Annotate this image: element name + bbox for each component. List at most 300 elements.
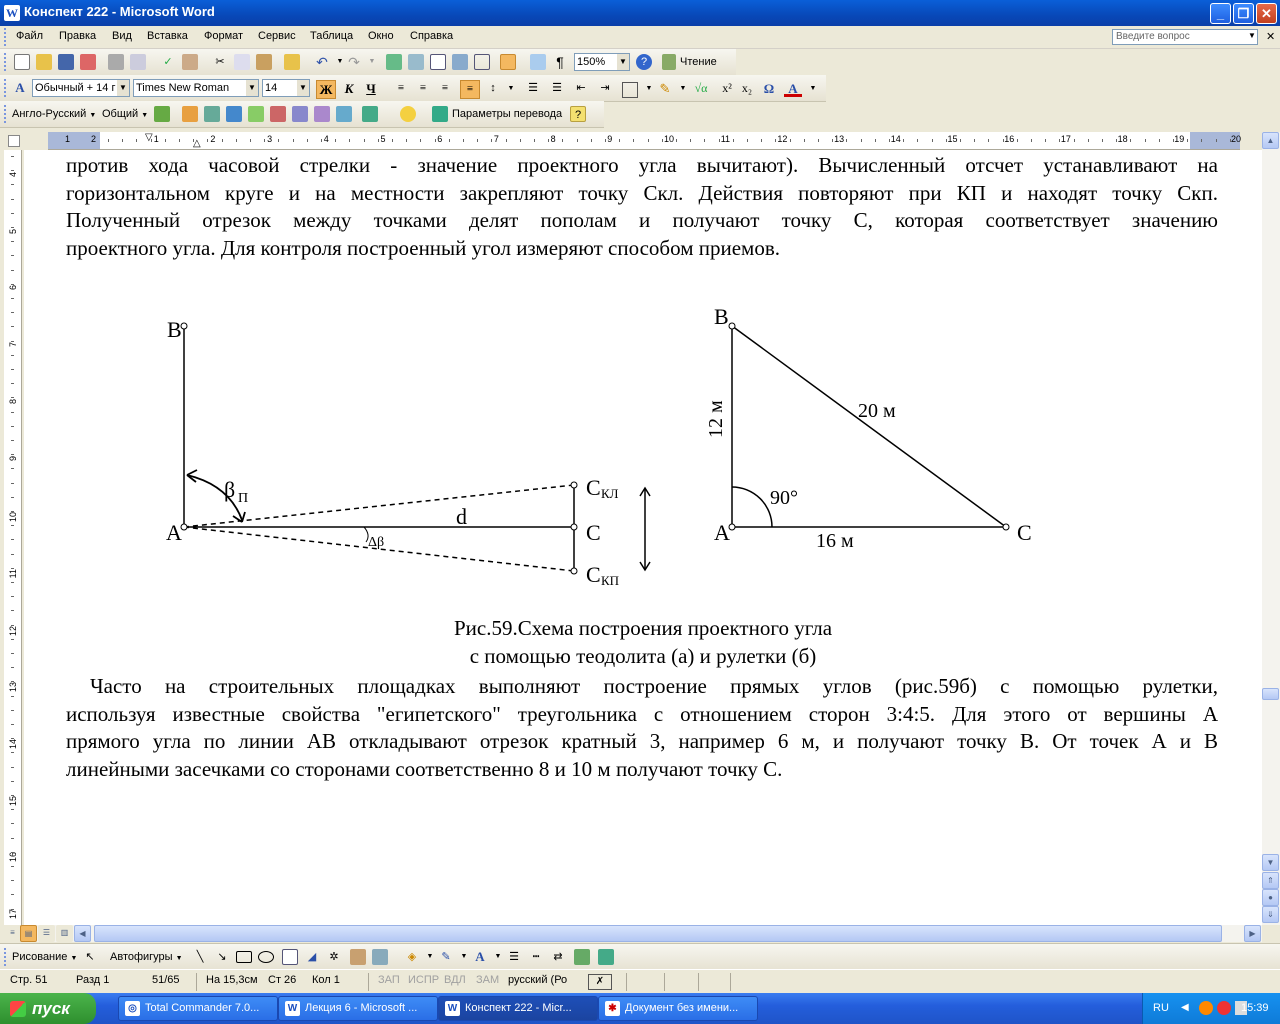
ruler-tick	[122, 139, 123, 142]
label-dbeta: Δβ	[368, 535, 385, 550]
spelling-status-icon[interactable]: ✗	[588, 974, 612, 990]
increase-indent-icon[interactable]: ⇥	[600, 82, 610, 94]
paste-icon[interactable]	[256, 54, 272, 70]
ruler-tick	[11, 454, 14, 455]
previous-page-icon[interactable]: ⇑	[1262, 872, 1279, 889]
align-right-icon[interactable]: ≡	[441, 82, 449, 94]
status-pages[interactable]: 51/65	[152, 974, 180, 986]
ruler-tick	[988, 139, 989, 142]
ruler-tick	[11, 383, 14, 384]
redo-icon[interactable]: ↷	[348, 54, 360, 70]
ruler-tick	[1130, 139, 1131, 142]
clipart-icon[interactable]	[350, 949, 366, 965]
first-line-indent-marker[interactable]: ▽	[145, 132, 153, 143]
status-track-changes[interactable]: ИСПР	[408, 974, 440, 986]
label-side-AC: 16 м	[816, 530, 854, 552]
line-spacing-dropdown-icon[interactable]: ▼	[507, 84, 515, 92]
font-combo[interactable]	[133, 79, 259, 97]
tables-borders-icon[interactable]	[408, 54, 424, 70]
tab-selector[interactable]	[8, 135, 20, 147]
ruler-tick	[364, 139, 365, 142]
menu-help[interactable]: Справка	[410, 30, 454, 42]
word-icon: W	[285, 1001, 300, 1016]
highlight-icon[interactable]: ✎	[659, 81, 671, 96]
ruler-number: 12	[8, 625, 18, 636]
font-color-icon[interactable]: A	[784, 80, 802, 97]
status-extend[interactable]: ВДЛ	[444, 974, 466, 986]
bold-button[interactable]: Ж	[316, 80, 336, 99]
text-line: проектного угла. Для контроля построенный угол измеряют способом приемов.	[66, 235, 781, 260]
shadow-style-icon[interactable]	[574, 949, 590, 965]
menu-view[interactable]: Вид	[112, 30, 132, 42]
style-combo[interactable]	[32, 79, 130, 97]
ruler-tick	[1201, 139, 1202, 142]
ruler-tick	[11, 213, 14, 214]
redo-dropdown-icon[interactable]: ▼	[368, 58, 376, 65]
menu-tools[interactable]: Сервис	[258, 30, 296, 42]
ruler-tick	[11, 681, 14, 682]
print-icon[interactable]	[108, 54, 124, 70]
ruler-number: 4	[8, 172, 18, 178]
ruler-tick	[520, 139, 521, 142]
horizontal-scrollbar[interactable]	[10, 925, 1262, 942]
ruler-tick	[1216, 139, 1217, 142]
status-divider	[368, 973, 369, 991]
ruler-tick	[11, 483, 14, 484]
diagram-icon[interactable]: ✲	[329, 951, 339, 963]
drawing-font-color-icon[interactable]: A	[475, 949, 485, 964]
vertical-ruler[interactable]	[4, 150, 22, 925]
translate-options-icon[interactable]	[292, 106, 308, 122]
font-color-dropdown-icon[interactable]: ▼	[809, 84, 817, 92]
ruler-tick	[11, 298, 14, 299]
status-record[interactable]: ЗАП	[378, 974, 400, 986]
hyperlink-icon[interactable]	[386, 54, 402, 70]
ruler-tick	[591, 139, 592, 142]
point-b-A	[729, 524, 735, 530]
toolbar-grip[interactable]	[4, 79, 9, 97]
translate-mode-value: Общий	[102, 108, 139, 120]
minimize-button[interactable]: _	[1210, 3, 1231, 24]
zoom-value: 150%	[577, 56, 606, 68]
ruler-tick	[11, 852, 14, 853]
status-column[interactable]: Кол 1	[312, 974, 340, 986]
numbering-icon[interactable]: ☰	[528, 82, 538, 94]
vertical-scrollbar[interactable]	[1262, 132, 1280, 925]
underline-button[interactable]: Ч	[366, 81, 376, 96]
ruler-number: 15	[947, 134, 958, 144]
menu-table[interactable]: Таблица	[310, 30, 354, 42]
ruler-number: 5	[8, 228, 18, 234]
save-icon[interactable]	[58, 54, 74, 70]
font-dropdown-icon[interactable]: ▼	[246, 80, 258, 96]
ruler-tick	[1031, 139, 1032, 142]
ruler-tick	[846, 139, 847, 142]
figure-svg[interactable]	[24, 150, 1262, 630]
ruler-tick	[1088, 139, 1089, 142]
menu-grip[interactable]	[4, 28, 9, 46]
label-d: d	[456, 504, 467, 529]
rectangle-icon[interactable]	[236, 951, 252, 963]
spelling-icon[interactable]: ✓	[163, 56, 173, 68]
browse-object-icon[interactable]: ●	[1262, 889, 1279, 906]
ruler-tick	[11, 653, 14, 654]
ruler-number: 18	[1117, 134, 1128, 144]
right-angle-arc	[732, 487, 772, 527]
ruler-tick	[11, 696, 14, 697]
ruler-tick	[11, 738, 14, 739]
ruler-tick	[11, 752, 14, 753]
scroll-up-icon[interactable]: ▲	[1262, 132, 1279, 149]
status-language[interactable]: русский (Ро	[508, 974, 568, 986]
ruler-tick	[605, 139, 606, 142]
reading-view-icon[interactable]: ▥	[56, 925, 73, 942]
point-C	[571, 524, 577, 530]
close-document-button[interactable]: ✕	[1266, 31, 1276, 43]
autoshapes-label: Автофигуры	[110, 951, 173, 963]
ruler-tick	[1045, 139, 1046, 142]
align-center-icon[interactable]: ≡	[419, 82, 427, 94]
decrease-indent-icon[interactable]: ⇤	[576, 82, 586, 94]
translate-check-icon[interactable]	[248, 106, 264, 122]
scroll-thumb[interactable]	[1262, 688, 1279, 700]
toolbar-grip[interactable]	[4, 948, 9, 966]
ruler-tick	[690, 139, 691, 142]
font-size-dropdown-icon[interactable]: ▼	[297, 80, 309, 96]
text-line: линейными засечками со сторонами соответственно 8 и 10 м получают точку С.	[66, 756, 783, 781]
ruler-tick	[775, 139, 776, 142]
translate-help-icon[interactable]: ?	[570, 106, 586, 122]
ruler-tick	[11, 866, 14, 867]
autoshapes-menu[interactable]	[110, 951, 183, 963]
status-line[interactable]: Ст 26	[268, 974, 297, 986]
ruler-tick	[321, 139, 322, 142]
textbox-icon[interactable]	[282, 949, 298, 965]
status-page[interactable]: Стр. 51	[10, 974, 48, 986]
ruler-number: 6	[437, 134, 443, 144]
ruler-number: 9	[607, 134, 613, 144]
task-label: Total Commander 7.0...	[145, 1002, 260, 1014]
status-bar	[0, 969, 1280, 994]
italic-button[interactable]: К	[344, 81, 354, 96]
ruler-number: 19	[1174, 134, 1185, 144]
ruler-tick	[648, 139, 649, 142]
ruler-number: 10	[664, 134, 675, 144]
ruler-number: 20	[1231, 134, 1242, 144]
ruler-tick	[463, 139, 464, 142]
label-b-B: В	[714, 304, 729, 329]
ruler-tick	[562, 139, 563, 142]
arrow-icon[interactable]: ↘	[217, 951, 227, 963]
new-document-icon[interactable]	[14, 54, 30, 70]
scroll-down-icon[interactable]: ▼	[1262, 854, 1279, 871]
ruler-tick	[11, 184, 14, 185]
ruler-tick	[11, 838, 14, 839]
ruler-tick	[236, 139, 237, 142]
clock[interactable]: 15:39	[1241, 1002, 1269, 1014]
line-icon[interactable]: ╲	[196, 951, 204, 963]
print-preview-icon[interactable]	[130, 54, 146, 70]
ruler-tick	[1017, 139, 1018, 142]
columns-icon[interactable]	[474, 54, 490, 70]
equation-icon[interactable]: √α	[694, 81, 708, 95]
ruler-tick	[406, 139, 407, 142]
label-a-B: В	[167, 317, 182, 342]
highlight-dropdown-icon[interactable]: ▼	[679, 84, 687, 92]
translate-selection-icon[interactable]	[182, 106, 198, 122]
ruler-tick	[719, 139, 720, 142]
translate-auto-icon[interactable]	[336, 106, 352, 122]
status-divider	[698, 973, 699, 991]
status-overtype[interactable]: ЗАМ	[476, 974, 500, 986]
font-size-combo[interactable]	[262, 79, 310, 97]
document-map-icon[interactable]	[530, 54, 546, 70]
menu-edit[interactable]: Правка	[59, 30, 97, 42]
ruler-tick	[11, 397, 14, 398]
arrow-style-icon[interactable]: ⇄	[553, 951, 563, 963]
wordart-icon[interactable]: ◢	[307, 951, 317, 963]
translate-params-button[interactable]: Параметры перевода	[452, 108, 563, 120]
insert-picture-icon[interactable]	[372, 949, 388, 965]
text-line: прямого угла по линии АВ откладывают отрезок кратный 3, например 6 м, и получают точку В. От точек А и В	[66, 729, 1218, 753]
ruler-tick	[932, 139, 933, 142]
drawing-menu-label: Рисование	[12, 951, 68, 963]
ruler-tick	[818, 139, 819, 142]
label-b-C: С	[1017, 520, 1032, 545]
hanging-indent-marker[interactable]: △	[193, 138, 201, 149]
undo-dropdown-icon[interactable]: ▼	[336, 58, 344, 65]
undo-icon[interactable]: ↶	[316, 54, 328, 70]
select-objects-icon[interactable]: ↖	[85, 951, 95, 963]
bullets-icon[interactable]: ☰	[552, 82, 562, 94]
line-color-dropdown-icon[interactable]: ▼	[460, 953, 468, 960]
task-total-commander[interactable]	[118, 996, 278, 1021]
point-Ckl	[571, 482, 577, 488]
document-icon: ✱	[605, 1001, 620, 1016]
total-commander-icon: ◎	[125, 1001, 140, 1016]
chevron-down-icon: ▼	[70, 955, 78, 962]
ruler-tick	[11, 781, 14, 782]
ruler-number: 3	[267, 134, 273, 144]
styles-pane-icon[interactable]: A	[15, 80, 25, 95]
translate-language-value: Англо-Русский	[12, 108, 87, 120]
ruler-number: 14	[8, 739, 18, 750]
outline-view-icon[interactable]: ☰	[38, 925, 55, 942]
ruler-tick	[491, 139, 492, 142]
ruler-tick	[264, 139, 265, 142]
translate-clipboard-icon[interactable]	[226, 106, 242, 122]
ask-question-input[interactable]: Введите вопрос	[1112, 29, 1258, 45]
ruler-tick	[506, 139, 507, 142]
line-spacing-icon[interactable]: ↕	[490, 82, 496, 94]
label-b-A: А	[714, 520, 730, 545]
label-a-A: А	[166, 520, 182, 545]
ruler-tick	[11, 511, 14, 512]
ruler-tick	[11, 809, 14, 810]
ruler-tick	[1173, 139, 1174, 142]
ruler-number: 10	[8, 512, 18, 523]
system-tray	[1142, 993, 1280, 1024]
ruler-tick	[136, 139, 137, 142]
symbol-icon[interactable]: Ω	[763, 81, 775, 96]
ruler-tick	[435, 139, 436, 142]
translate-mode-dropdown[interactable]	[102, 108, 148, 120]
ask-dropdown-icon[interactable]: ▼	[1248, 31, 1256, 40]
menu-insert[interactable]: Вставка	[147, 30, 188, 42]
insert-excel-icon[interactable]	[452, 54, 468, 70]
tray-app-icon[interactable]	[1199, 1001, 1213, 1015]
menu-bar	[0, 26, 1280, 49]
paragraph-2[interactable]	[66, 673, 1218, 783]
ruler-number: 9	[8, 455, 18, 461]
show-formatting-icon[interactable]: ¶	[556, 54, 564, 70]
ruler-tick	[11, 312, 14, 313]
status-position[interactable]: На 15,3см	[206, 974, 258, 986]
ruler-number: 11	[8, 568, 18, 579]
ruler-number: 13	[834, 134, 845, 144]
maximize-button[interactable]: ❐	[1233, 3, 1254, 24]
task-label: Лекция 6 - Microsoft ...	[305, 1002, 418, 1014]
task-untitled-document[interactable]	[598, 996, 758, 1021]
ruler-tick	[11, 341, 14, 342]
window-title: Конспект 222 - Microsoft Word	[24, 4, 215, 19]
line-style-icon[interactable]: ☰	[509, 951, 519, 963]
ruler-tick	[1145, 139, 1146, 142]
reading-button[interactable]: Чтение	[680, 56, 717, 68]
format-painter-icon[interactable]	[284, 54, 300, 70]
ruler-tick	[307, 139, 308, 142]
tray-expand-icon[interactable]: ◀	[1181, 1002, 1189, 1013]
toolbar-grip[interactable]	[4, 53, 9, 71]
translate-params-icon[interactable]	[432, 106, 448, 122]
ruler-tick	[11, 823, 14, 824]
ruler-tick	[11, 639, 14, 640]
line-color-icon[interactable]: ✎	[441, 951, 451, 963]
figure-caption-line-1: Рис.59.Схема построения проектного угла	[453, 616, 833, 640]
close-button[interactable]: ✕	[1256, 3, 1277, 24]
point-Ckp	[571, 568, 577, 574]
drawing-menu[interactable]	[12, 951, 77, 963]
ruler-tick	[11, 227, 14, 228]
drawing-toggle-icon[interactable]	[500, 54, 516, 70]
ruler-tick	[165, 139, 166, 142]
borders-dropdown-icon[interactable]: ▼	[645, 84, 653, 92]
label-beta-sub: П	[238, 491, 249, 506]
ruler-number: 1	[65, 134, 71, 144]
hscroll-thumb[interactable]	[94, 925, 1222, 942]
translate-stop-icon[interactable]	[270, 106, 286, 122]
help-icon[interactable]: ?	[636, 54, 652, 70]
ruler-tick	[633, 139, 634, 142]
document-page[interactable]	[24, 150, 1262, 925]
scroll-left-icon[interactable]: ◀	[74, 925, 91, 942]
ruler-tick	[1230, 139, 1231, 142]
chevron-down-icon: ▼	[175, 955, 183, 962]
translate-icon[interactable]	[154, 106, 170, 122]
chevron-down-icon: ▼	[89, 112, 97, 119]
print-layout-view-icon[interactable]: ▤	[20, 925, 37, 942]
ruler-number: 11	[720, 134, 731, 144]
ruler-number: 15	[8, 795, 18, 806]
horizontal-ruler[interactable]	[48, 132, 1240, 150]
translate-hint-icon[interactable]	[400, 106, 416, 122]
zoom-dropdown-icon[interactable]: ▼	[617, 54, 629, 70]
dash-style-icon[interactable]: ┅	[532, 951, 540, 963]
insert-table-icon[interactable]	[430, 54, 446, 70]
start-button[interactable]	[0, 993, 96, 1024]
input-language[interactable]: RU	[1153, 1002, 1169, 1014]
open-folder-icon[interactable]	[36, 54, 52, 70]
word-app-icon[interactable]: W	[6, 6, 18, 20]
ruler-tick	[11, 156, 14, 157]
ruler-tick	[11, 199, 14, 200]
status-section[interactable]: Разд 1	[76, 974, 110, 986]
ruler-tick	[676, 139, 677, 142]
reading-icon[interactable]	[662, 54, 676, 70]
subscript-icon[interactable]: x₂	[741, 81, 753, 95]
ruler-tick	[1102, 139, 1103, 142]
research-icon[interactable]	[182, 54, 198, 70]
translate-document-icon[interactable]	[204, 106, 220, 122]
style-value: Обычный + 14 г	[35, 82, 116, 94]
copy-icon[interactable]	[234, 54, 250, 70]
label-a-C: С	[586, 520, 601, 545]
3d-style-icon[interactable]	[598, 949, 614, 965]
ruler-tick	[11, 582, 14, 583]
ruler-tick	[11, 497, 14, 498]
ruler-tick	[449, 139, 450, 142]
ruler-tick	[11, 880, 14, 881]
oval-icon[interactable]	[258, 951, 274, 963]
superscript-icon[interactable]: x²	[722, 81, 732, 95]
justify-icon[interactable]: ≡	[460, 80, 480, 99]
figure-a	[181, 323, 650, 574]
drawing-font-color-dropdown-icon[interactable]: ▼	[494, 953, 502, 960]
permission-icon[interactable]	[80, 54, 96, 70]
formatting-toolbar	[0, 75, 826, 102]
translate-tool-icon[interactable]	[362, 106, 378, 122]
ruler-tick	[11, 369, 14, 370]
zoom-combo[interactable]	[574, 53, 630, 71]
toolbar-grip[interactable]	[4, 105, 9, 123]
ruler-tick	[11, 554, 14, 555]
ruler-number: 7	[493, 134, 499, 144]
ruler-tick	[11, 468, 14, 469]
align-left-icon[interactable]: ≡	[397, 82, 405, 94]
task-konspekt[interactable]	[438, 996, 598, 1021]
menu-file[interactable]: Файл	[16, 30, 44, 42]
menu-window[interactable]: Окно	[368, 30, 394, 42]
fill-color-dropdown-icon[interactable]: ▼	[426, 953, 434, 960]
ruler-tick	[1159, 139, 1160, 142]
borders-icon[interactable]	[622, 82, 638, 98]
scroll-right-icon[interactable]: ▶	[1244, 925, 1261, 942]
translate-language-dropdown[interactable]	[12, 108, 96, 120]
ruler-tick	[747, 139, 748, 142]
translate-dictionary-icon[interactable]	[314, 106, 330, 122]
ruler-tick	[11, 412, 14, 413]
next-page-icon[interactable]: ⇓	[1262, 906, 1279, 923]
normal-view-icon[interactable]: ≡	[4, 925, 21, 942]
style-dropdown-icon[interactable]: ▼	[117, 80, 129, 96]
cut-icon[interactable]: ✂	[215, 56, 225, 68]
ruler-number: 17	[8, 909, 18, 920]
tray-opera-icon[interactable]	[1217, 1001, 1231, 1015]
fill-color-icon[interactable]: ◈	[407, 951, 417, 963]
menu-format[interactable]: Формат	[204, 30, 244, 42]
task-lecture-6[interactable]	[278, 996, 438, 1021]
ruler-tick	[250, 139, 251, 142]
